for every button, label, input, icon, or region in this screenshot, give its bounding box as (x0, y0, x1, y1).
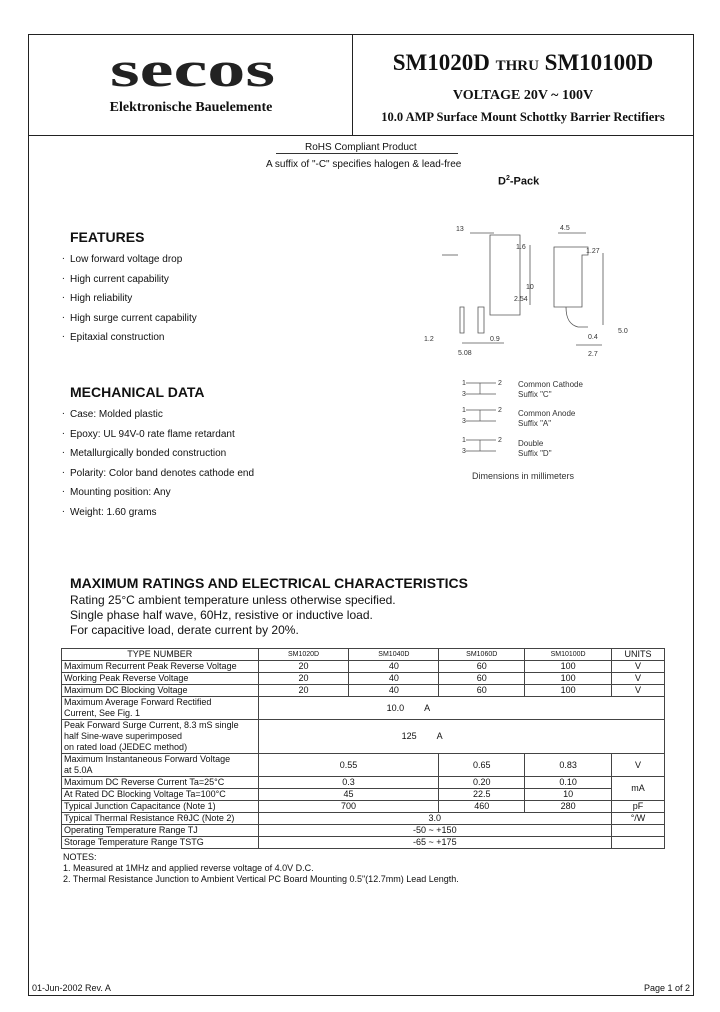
mechanical-heading: MECHANICAL DATA (70, 384, 205, 400)
dim-label: 10 (526, 284, 534, 291)
dim-label: 1.27 (586, 248, 600, 255)
secos-logo (110, 46, 280, 92)
dim-label: 0.4 (588, 334, 598, 341)
package-name: $D^2$-Pack (498, 175, 540, 188)
features-list (62, 254, 197, 352)
pin-number: 1 (462, 407, 466, 414)
config-label: Common Cathode (518, 380, 583, 389)
dimensions-note: Dimensions in millimeters (472, 471, 575, 481)
halogen-suffix-note: A suffix of "-C" specifies halogen & lead-free (266, 159, 462, 170)
dim-label: 5.08 (458, 350, 472, 357)
config-suffix: Suffix "C" (518, 390, 552, 399)
product-title (353, 50, 693, 76)
footer-date: 01-Jun-2002 Rev. A (32, 983, 111, 993)
footer-page: Page 1 of 2 (643, 983, 690, 993)
dim-label: 13 (456, 226, 464, 233)
config-suffix: Suffix "D" (518, 449, 552, 458)
note-item: 2. Thermal Resistance Junction to Ambient Vertical PC Board Mounting 0.5"(12.7mm) Lead Length. (63, 874, 459, 884)
notes-heading: NOTES: (63, 852, 97, 862)
notes (63, 852, 459, 885)
ratings-table (61, 648, 665, 849)
dim-label: 1.6 (516, 244, 526, 251)
config-suffix: Suffix "A" (518, 419, 552, 428)
dim-label: 4.5 (560, 225, 570, 232)
config-label: Common Anode (518, 409, 576, 418)
pin-number: 1 (462, 437, 466, 444)
dim-label: 5.0 (618, 328, 628, 335)
ratings-heading: MAXIMUM RATINGS AND ELECTRICAL CHARACTERISTICS (70, 575, 468, 591)
table-row: Peak Forward Surge Current, 8.3 mS single half Sine-wave superimposed on rated load (JEDEC method) 125 A (62, 720, 665, 754)
table-row: Maximum Recurrent Peak Reverse Voltage 20 40 60 100 V (62, 661, 665, 673)
dim-label: 1.2 (424, 336, 434, 343)
table-row: Working Peak Reverse Voltage 20 40 60 100 V (62, 673, 665, 685)
header-divider (28, 135, 694, 136)
pin-number: 2 (498, 407, 502, 414)
rohs-label: RoHS Compliant Product (305, 142, 417, 153)
table-row: Maximum Average Forward Rectified Current, See Fig. 1 10.0 A (62, 697, 665, 720)
pin-number: 2 (498, 380, 502, 387)
pin-number: 2 (498, 437, 502, 444)
table-row: Maximum DC Blocking Voltage 20 40 60 100 V (62, 685, 665, 697)
pin-number: 1 (462, 380, 466, 387)
table-row: Typical Thermal Resistance RθJC (Note 2) 3.0 °/W (62, 813, 665, 825)
feature-item: . High surge current capability (62, 313, 197, 333)
config-label: Double (518, 439, 544, 448)
mechanical-item: . Epoxy: UL 94V-0 rate flame retardant (62, 429, 254, 449)
table-row: Operating Temperature Range TJ -50 ~ +150 (62, 825, 665, 837)
dim-label: 0.9 (490, 336, 500, 343)
table-row: At Rated DC Blocking Voltage Ta=100°C 45 22.5 10 (62, 789, 665, 801)
feature-item: . Epitaxial construction (62, 332, 197, 352)
mechanical-item: . Weight: 1.60 grams (62, 507, 254, 527)
feature-item: . Low forward voltage drop (62, 254, 197, 274)
pin-number: 3 (462, 418, 466, 425)
table-header-row: TYPE NUMBER SM1020D SM1040D SM1060D SM10100D UNITS (62, 649, 665, 661)
feature-item: . High reliability (62, 293, 197, 313)
table-row: Storage Temperature Range TSTG -65 ~ +175 (62, 837, 665, 849)
note-item: 1. Measured at 1MHz and applied reverse voltage of 4.0V D.C. (63, 863, 314, 873)
dim-label: 2.7 (588, 351, 598, 358)
part-start: SM1020D (392, 50, 490, 75)
package-outline-drawing (418, 215, 628, 360)
thru-label: THRU (495, 58, 539, 74)
mechanical-item: . Mounting position: Any (62, 487, 254, 507)
mechanical-item: . Polarity: Color band denotes cathode end (62, 468, 254, 488)
product-subtitle: 10.0 AMP Surface Mount Schottky Barrier Rectifiers (381, 110, 665, 124)
mechanical-list (62, 409, 254, 526)
mechanical-item: . Case: Molded plastic (62, 409, 254, 429)
rohs-underline (276, 153, 458, 154)
company-tagline: Elektronische Bauelemente (109, 100, 273, 115)
feature-item: . High current capability (62, 274, 197, 294)
pin-number: 3 (462, 448, 466, 455)
mechanical-item: . Metallurgically bonded construction (62, 448, 254, 468)
table-row: Typical Junction Capacitance (Note 1) 700 460 280 pF (62, 801, 665, 813)
table-row: Maximum DC Reverse Current Ta=25°C 0.3 0.20 0.10 mA (62, 777, 665, 789)
table-row: Maximum Instantaneous Forward Voltage at 5.0A 0.55 0.65 0.83 V (62, 754, 665, 777)
pin-number: 3 (462, 391, 466, 398)
voltage-range: VOLTAGE 20V ~ 100V (452, 88, 594, 103)
dim-label: 2.54 (514, 296, 528, 303)
ratings-conditions: Rating 25°C ambient temperature unless otherwise specified. Single phase half wave, 60Hz, resistive or inductive load. For capacitive load, derate current by 20%. (70, 593, 396, 637)
part-end: SM10100D (544, 50, 654, 75)
features-heading: FEATURES (70, 229, 145, 245)
logo-text: secos (110, 46, 275, 92)
